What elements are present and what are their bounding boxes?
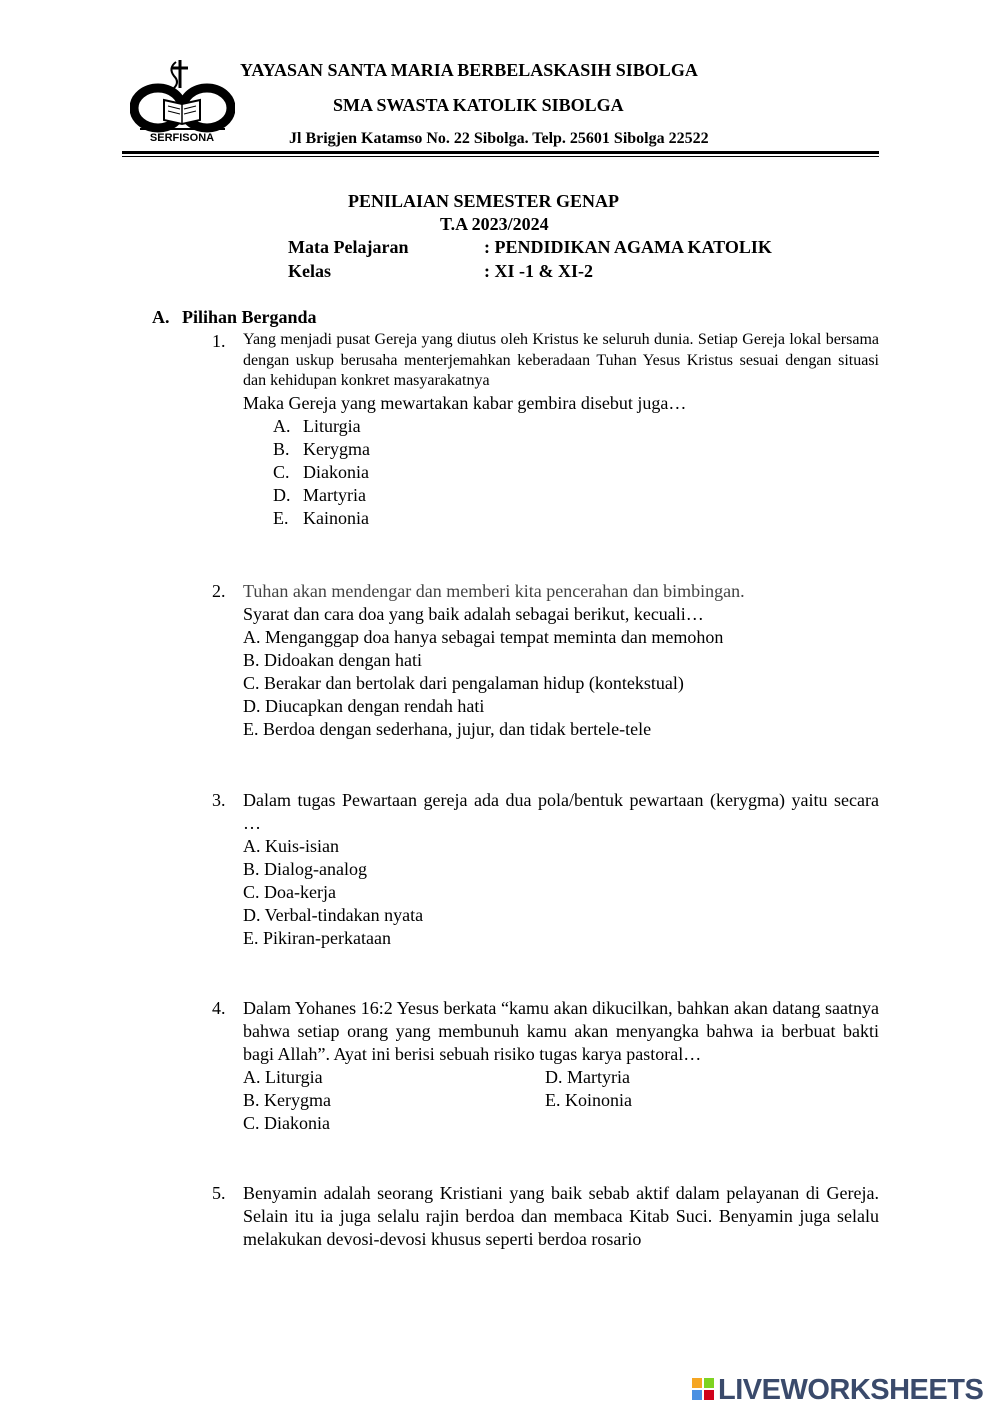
answer-options bbox=[243, 1066, 879, 1135]
question-number: 4. bbox=[212, 998, 226, 1018]
question-context: Tuhan akan mendengar dan memberi kita pencerahan dan bimbingan. bbox=[243, 581, 745, 601]
question-number: 3. bbox=[212, 790, 226, 810]
answer-options bbox=[273, 415, 879, 530]
question-4 bbox=[212, 997, 879, 1135]
question-2 bbox=[212, 580, 879, 741]
school-logo bbox=[130, 58, 235, 146]
answer-option-a[interactable]: A. Liturgia bbox=[243, 1067, 323, 1087]
answer-option-d[interactable]: D. Diucapkan dengan rendah hati bbox=[243, 696, 485, 716]
answer-option-b[interactable]: B. Kerygma bbox=[273, 438, 370, 459]
question-number: 1. bbox=[212, 331, 226, 351]
answer-option-e[interactable]: E. Kainonia bbox=[273, 507, 369, 528]
header-divider-thick bbox=[122, 151, 879, 154]
answer-option-e[interactable]: E. Koinonia bbox=[545, 1090, 632, 1110]
question-number: 5. bbox=[212, 1183, 226, 1203]
answer-option-c[interactable]: C. Doa-kerja bbox=[243, 882, 336, 902]
question-text: Maka Gereja yang mewartakan kabar gembira disebut juga… bbox=[243, 392, 687, 413]
subject-value: : PENDIDIKAN AGAMA KATOLIK bbox=[484, 237, 772, 257]
question-5 bbox=[212, 1182, 879, 1251]
section-heading bbox=[152, 307, 317, 328]
answer-option-b[interactable]: B. Dialog-analog bbox=[243, 859, 367, 879]
svg-text:SERFISONA: SERFISONA bbox=[149, 132, 215, 144]
answer-option-c[interactable]: C. Berakar dan bertolak dari pengalaman hidup (kontekstual) bbox=[243, 673, 684, 693]
answer-option-a[interactable]: A. Kuis-isian bbox=[243, 836, 339, 856]
answer-option-c[interactable]: C. Diakonia bbox=[273, 461, 369, 482]
subject-label: Mata Pelajaran bbox=[288, 237, 409, 257]
answer-option-b[interactable]: B. Kerygma bbox=[243, 1090, 331, 1110]
answer-option-a[interactable]: A. Liturgia bbox=[273, 415, 361, 436]
answer-option-d[interactable]: D. Verbal-tindakan nyata bbox=[243, 905, 424, 925]
liveworksheets-icon bbox=[692, 1378, 716, 1402]
header-divider-thin bbox=[122, 156, 879, 157]
answer-option-c[interactable]: C. Diakonia bbox=[243, 1113, 330, 1133]
exam-year: T.A 2023/2024 bbox=[440, 214, 549, 234]
school-address: Jl Brigjen Katamso No. 22 Sibolga. Telp. 25601 Sibolga 22522 bbox=[289, 130, 709, 147]
school-name: SMA SWASTA KATOLIK SIBOLGA bbox=[333, 95, 624, 115]
question-text: Dalam tugas Pewartaan gereja ada dua pola/bentuk pewartaan (kerygma) yaitu secara … bbox=[243, 790, 879, 833]
answer-option-d[interactable]: D. Martyria bbox=[273, 484, 366, 505]
foundation-name: YAYASAN SANTA MARIA BERBELASKASIH SIBOLGA bbox=[240, 60, 698, 80]
question-context: Yang menjadi pusat Gereja yang diutus oleh Kristus ke seluruh dunia. Setiap Gereja lokal bersama dengan uskup berusaha menterjemahkan keberadaan Tuhan Yesus Kristus sesuai dengan situasi dan kehidupan konkret masyarakatnya bbox=[243, 331, 879, 389]
liveworksheets-logo bbox=[692, 1375, 983, 1405]
liveworksheets-wordmark: LIVEWORKSHEETS bbox=[718, 1373, 984, 1406]
question-1 bbox=[212, 330, 879, 530]
answer-option-d[interactable]: D. Martyria bbox=[545, 1067, 630, 1087]
section-letter: A. bbox=[152, 307, 170, 327]
class-label: Kelas bbox=[288, 261, 331, 281]
question-text: Syarat dan cara doa yang baik adalah sebagai berikut, kecuali… bbox=[243, 604, 704, 624]
question-3 bbox=[212, 789, 879, 950]
exam-title: PENILAIAN SEMESTER GENAP bbox=[348, 191, 620, 211]
class-value: : XI -1 & XI-2 bbox=[484, 261, 593, 281]
section-title: Pilihan Berganda bbox=[182, 307, 317, 327]
question-text: Benyamin adalah seorang Kristiani yang baik sebab aktif dalam pelayanan di Gereja. Selain itu ia juga selalu rajin berdoa dan membaca Kitab Suci. Benyamin juga selalu melakukan devosi-devosi khusus seperti berdoa rosario bbox=[243, 1183, 879, 1249]
answer-option-a[interactable]: A. Menganggap doa hanya sebagai tempat meminta dan memohon bbox=[243, 627, 724, 647]
question-text: Dalam Yohanes 16:2 Yesus berkata “kamu akan dikucilkan, bahkan akan datang saatnya bahwa setiap orang yang membunuh kamu akan menyangka bahwa ia berbuat bakti bagi Allah”. Ayat ini berisi sebuah risiko tugas karya pastoral… bbox=[243, 998, 879, 1064]
question-number: 2. bbox=[212, 581, 226, 601]
answer-option-e[interactable]: E. Berdoa dengan sederhana, jujur, dan tidak bertele-tele bbox=[243, 719, 652, 739]
answer-option-e[interactable]: E. Pikiran-perkataan bbox=[243, 928, 391, 948]
answer-option-b[interactable]: B. Didoakan dengan hati bbox=[243, 650, 422, 670]
